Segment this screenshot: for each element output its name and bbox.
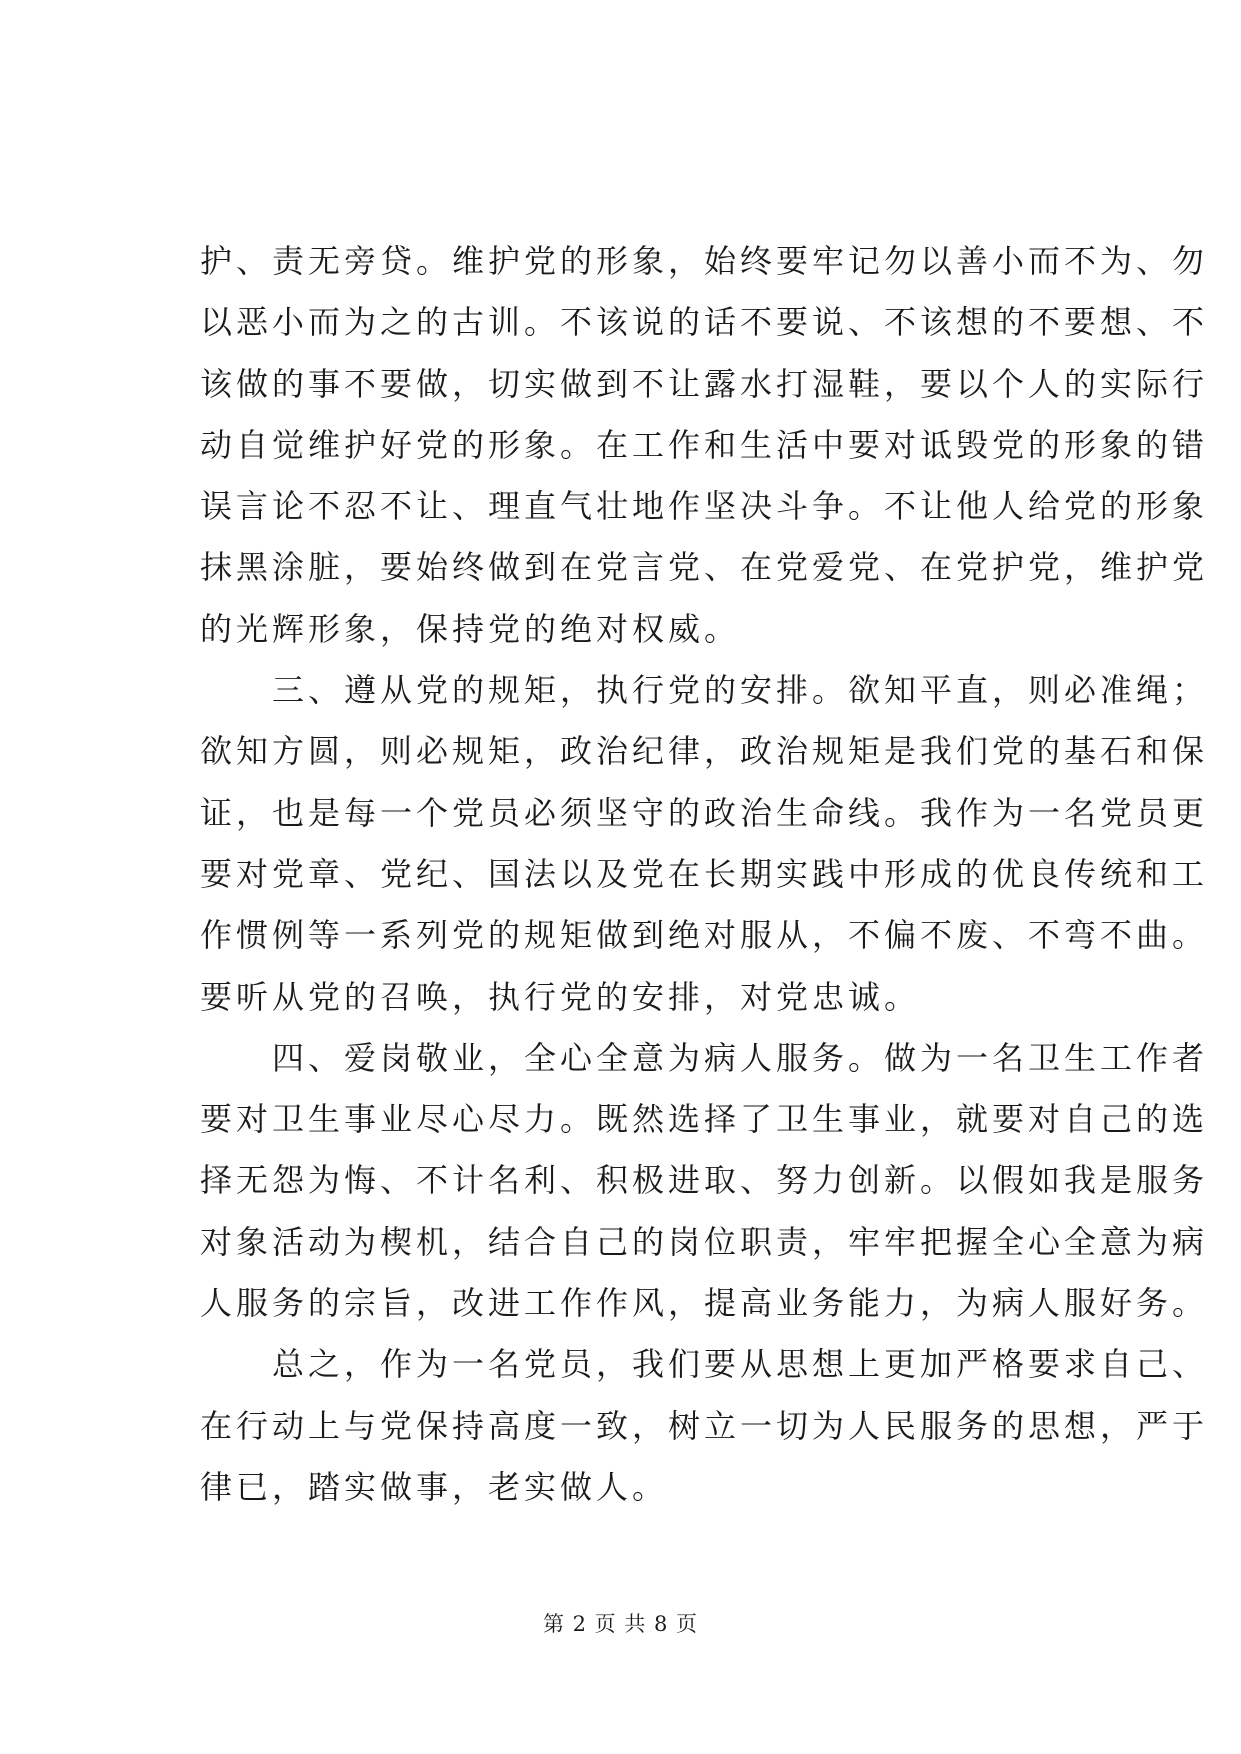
text-line: 误言论不忍不让、理直气壮地作坚决斗争。不让他人给党的形象 bbox=[200, 487, 1209, 526]
text-line: 要对卫生事业尽心尽力。既然选择了卫生事业，就要对自己的选 bbox=[200, 1100, 1209, 1139]
text-line: 动自觉维护好党的形象。在工作和生活中要对诋毁党的形象的错 bbox=[200, 425, 1209, 464]
text-line: 对象活动为楔机，结合自己的岗位职责，牢牢把握全心全意为病 bbox=[200, 1222, 1209, 1261]
document-body bbox=[200, 231, 1209, 1518]
text-line: 在行动上与党保持高度一致，树立一切为人民服务的思想，严于 bbox=[200, 1406, 1209, 1445]
text-line: 以恶小而为之的古训。不该说的话不要说、不该想的不要想、不 bbox=[200, 303, 1209, 342]
page-footer: 第 2 页 共 8 页 bbox=[542, 1612, 699, 1636]
text-line: 人服务的宗旨，改进工作作风，提高业务能力，为病人服好务。 bbox=[200, 1284, 1209, 1323]
text-line: 欲知方圆，则必规矩，政治纪律，政治规矩是我们党的基石和保 bbox=[200, 732, 1209, 771]
text-line: 总之，作为一名党员，我们要从思想上更加严格要求自己、 bbox=[200, 1345, 1209, 1384]
text-line: 护、责无旁贷。维护党的形象，始终要牢记勿以善小而不为、勿 bbox=[200, 242, 1209, 280]
text-line: 抹黑涂脏，要始终做到在党言党、在党爱党、在党护党，维护党 bbox=[200, 548, 1209, 587]
text-line: 三、遵从党的规矩，执行党的安排。欲知平直，则必准绳； bbox=[200, 671, 1209, 710]
text-line: 的光辉形象，保持党的绝对权威。 bbox=[200, 609, 741, 648]
text-line: 律已，踏实做事，老实做人。 bbox=[200, 1467, 669, 1506]
text-line: 要听从党的召唤，执行党的安排，对党忠诚。 bbox=[200, 977, 921, 1016]
text-line: 要对党章、党纪、国法以及党在长期实践中形成的优良传统和工 bbox=[200, 854, 1209, 893]
text-line: 作惯例等一系列党的规矩做到绝对服从，不偏不废、不弯不曲。 bbox=[200, 916, 1209, 955]
text-line: 择无怨为悔、不计名利、积极进取、努力创新。以假如我是服务 bbox=[200, 1161, 1209, 1200]
text-line: 该做的事不要做，切实做到不让露水打湿鞋，要以个人的实际行 bbox=[200, 364, 1209, 403]
text-line: 证，也是每一个党员必须坚守的政治生命线。我作为一名党员更 bbox=[200, 793, 1209, 832]
text-line: 四、爱岗敬业，全心全意为病人服务。做为一名卫生工作者 bbox=[200, 1038, 1209, 1077]
